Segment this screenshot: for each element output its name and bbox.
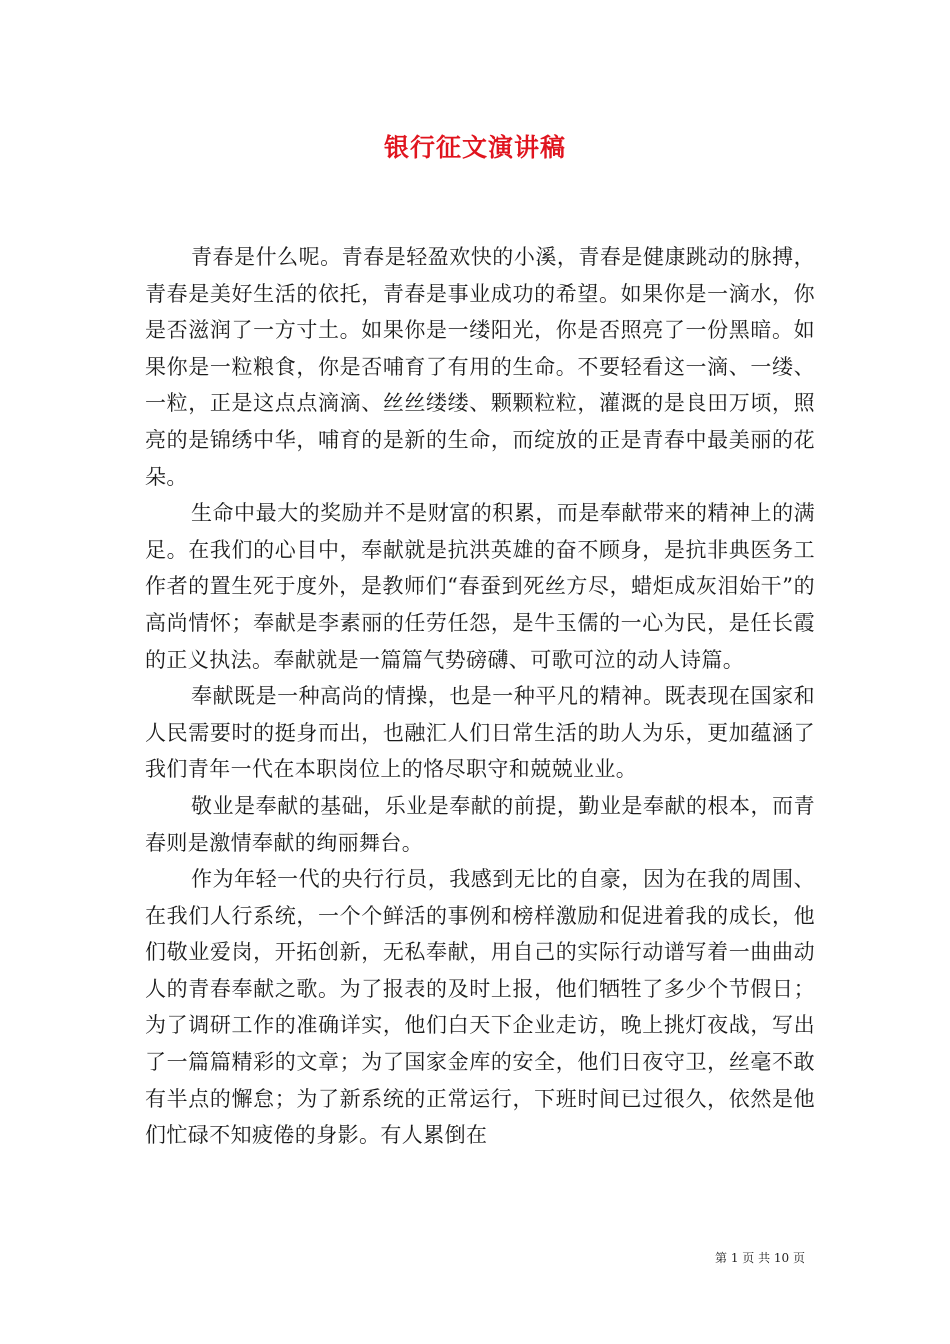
document-title: 银行征文演讲稿 bbox=[383, 133, 566, 162]
paragraph-4: 敬业是奉献的基础，乐业是奉献的前提，勤业是奉献的根本，而青春则是激情奉献的绚丽舞台。 bbox=[145, 793, 815, 855]
document-body bbox=[145, 239, 815, 1154]
paragraph-1: 青春是什么呢。青春是轻盈欢快的小溪，青春是健康跳动的脉搏，青春是美好生活的依托，青春是事业成功的希望。如果你是一滴水，你是否滋润了一方寸土。如果你是一缕阳光，你是否照亮了一份黑暗。如果你是一粒粮食，你是否哺育了有用的生命。不要轻看这一滴、一缕、一粒，正是这点点滴滴、丝丝缕缕、颗颗粒粒，灌溉的是良田万顷，照亮的是锦绣中华，哺育的是新的生命，而绽放的正是青春中最美丽的花朵。 bbox=[145, 245, 815, 489]
paragraph-5: 作为年轻一代的央行行员，我感到无比的自豪，因为在我的周围、在我们人行系统，一个个鲜活的事例和榜样激励和促进着我的成长，他们敬业爱岗，开拓创新，无私奉献，用自己的实际行动谱写着一曲曲动人的青春奉献之歌。为了报表的及时上报，他们牺牲了多少个节假日；为了调研工作的准确详实，他们白天下企业走访，晚上挑灯夜战，写出了一篇篇精彩的文章；为了国家金库的安全，他们日夜守卫，丝毫不敢有半点的懈怠；为了新系统的正常运行，下班时间已过很久，依然是他们忙碌不知疲倦的身影。有人累倒在 bbox=[145, 867, 815, 1148]
paragraph-2: 生命中最大的奖励并不是财富的积累，而是奉献带来的精神上的满足。在我们的心目中，奉献就是抗洪英雄的奋不顾身，是抗非典医务工作者的置生死于度外，是教师们“春蚕到死丝方尽，蜡炬成灰泪始干”的高尚情怀；奉献是李素丽的任劳任怨，是牛玉儒的一心为民，是任长霞的正义执法。奉献就是一篇篇气势磅礴、可歌可泣的动人诗篇。 bbox=[145, 501, 815, 672]
page-number-footer: 第 1 页 共 10 页 bbox=[715, 1251, 805, 1265]
paragraph-3: 奉献既是一种高尚的情操，也是一种平凡的精神。既表现在国家和人民需要时的挺身而出，也融汇人们日常生活的助人为乐，更加蕴涵了我们青年一代在本职岗位上的恪尽职守和兢兢业业。 bbox=[145, 684, 815, 782]
